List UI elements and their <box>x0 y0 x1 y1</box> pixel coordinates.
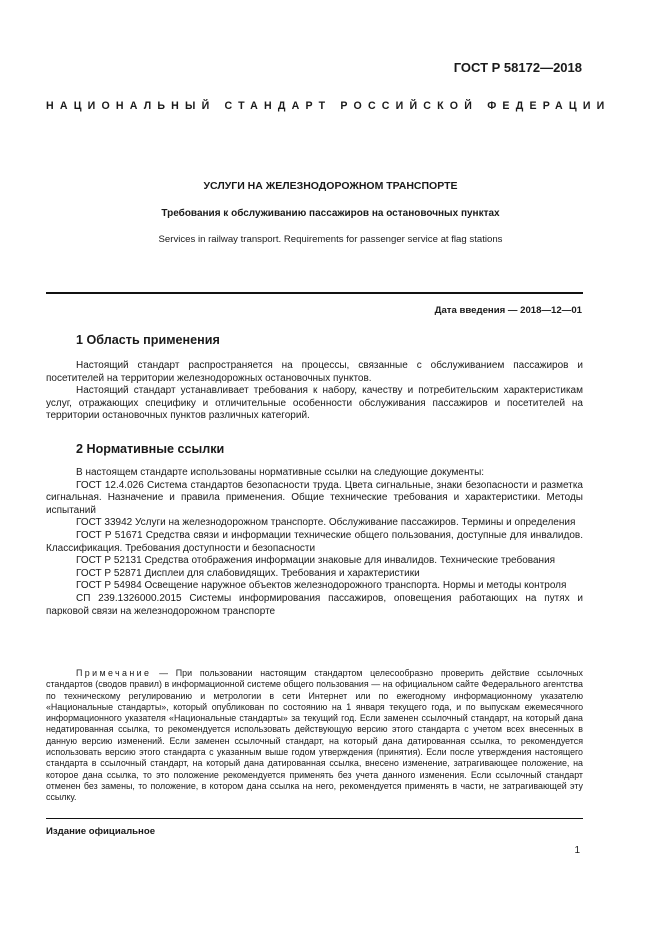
document-title: УСЛУГИ НА ЖЕЛЕЗНОДОРОЖНОМ ТРАНСПОРТЕ <box>203 180 458 192</box>
reference-item: ГОСТ Р 52131 Средства отображения информации знаковые для инвалидов. Технические требования <box>76 555 556 567</box>
references-intro: В настоящем стандарте использованы нормативные ссылки на следующие документы: <box>76 467 485 478</box>
standard-category-title: НАЦИОНАЛЬНЫЙ СТАНДАРТ РОССИЙСКОЙ ФЕДЕРАЦИИ <box>46 100 611 112</box>
reference-item: ГОСТ 12.4.026 Система стандартов безопасности труда. Цвета сигнальные, знаки безопасности и разметка сигнальная. Назначение и правила применения. Общие технические требования и характеристики. Методы испытаний <box>46 479 583 516</box>
standard-number: ГОСТ Р 58172—2018 <box>453 60 582 75</box>
reference-item: ГОСТ Р 51671 Средства связи и информации технические общего пользования, доступные для инвалидов. Классификация. Требования доступности и безопасности <box>46 529 583 554</box>
reference-item: СП 239.1326000.2015 Системы информирования пассажиров, оповещения работающих на путях и парковой связи на железнодорожном транспорте <box>46 592 583 617</box>
reference-note <box>46 668 583 804</box>
header-divider <box>46 292 583 294</box>
official-edition-label: Издание официальное <box>46 826 156 837</box>
document-title-english: Services in railway transport. Requirements for passenger service at flag stations <box>158 234 503 245</box>
reference-item: ГОСТ 33942 Услуги на железнодорожном транспорте. Обслуживание пассажиров. Термины и определения <box>76 517 576 529</box>
note-text: — При пользовании настоящим стандартом целесообразно проверить действие ссылочных стандартов (сводов правил) в информационной системе общего пользования — на официальном сайте Федерального агентства по техническому регулированию и метрологии в сети Интернет или по ежегодному информационному указателю «Национальные стандарты», который опубликован по состоянию на 1 января текущего года, и по выпускам ежемесячного информационного указателя «Национальные стандарты» за текущий год. Если заменен ссылочный стандарт, на который дана недатированная ссылка, то рекомендуется использовать действующую версию этого стандарта с учетом всех внесенных в данную версию изменений. Если заменен ссылочный стандарт, на который дана датированная ссылка, то рекомендуется использовать версию этого стандарта с указанным выше годом утверждения (принятия). Если после утверждения настоящего стандарта в ссылочный стандарт, на который дана датированная ссылка, внесено изменение, затрагивающее положение, на которое дана ссылка, то это положение рекомендуется применять без учета данного изменения. Если ссылочный стандарт отменен без замены, то положение, в котором дана ссылка на него, рекомендуется применять в части, не затрагивающей эту ссылку. <box>46 668 583 803</box>
paragraph: Настоящий стандарт распространяется на процессы, связанные с обслуживанием пассажиров и посетителей на территории железнодорожных остановочных пунктов. <box>46 360 583 384</box>
footer-divider <box>46 818 583 819</box>
document-subtitle: Требования к обслуживанию пассажиров на остановочных пунктах <box>161 208 500 219</box>
section-1-body <box>46 360 583 423</box>
page-number: 1 <box>574 845 580 856</box>
section-2-heading: 2 Нормативные ссылки <box>76 442 225 456</box>
section-2-body <box>46 467 583 618</box>
reference-item: ГОСТ Р 52871 Дисплеи для слабовидящих. Требования и характеристики <box>76 567 420 579</box>
note-label: Примечание <box>76 668 152 678</box>
section-1-heading: 1 Область применения <box>76 333 220 347</box>
paragraph: Настоящий стандарт устанавливает требования к набору, качеству и потребительским характеристикам услуг, отражающих специфику и отличительные особенности обслуживания пассажиров и посетителей на территории остановочных пунктов различных категорий. <box>46 385 583 422</box>
reference-item: ГОСТ Р 54984 Освещение наружное объектов железнодорожного транспорта. Нормы и методы контроля <box>76 580 567 592</box>
introduction-date: Дата введения — 2018—12—01 <box>434 305 582 316</box>
